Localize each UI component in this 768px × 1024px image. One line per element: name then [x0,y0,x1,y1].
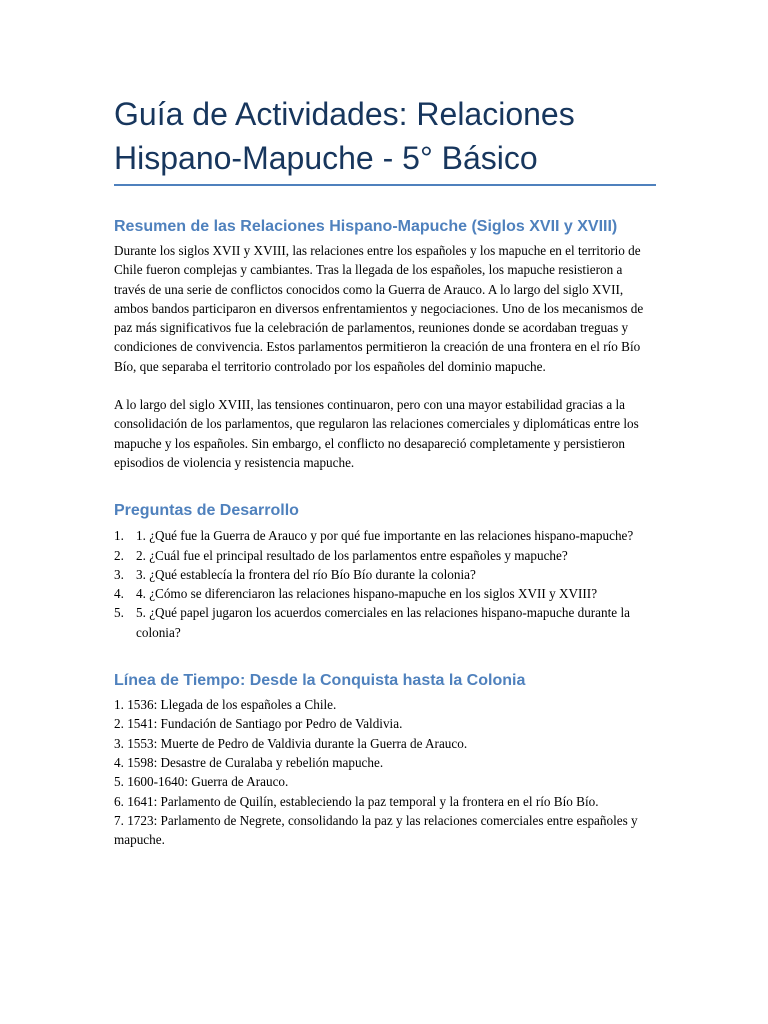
questions-list [114,526,656,642]
question-text: 4. ¿Cómo se diferenciaron las relaciones hispano-mapuche en los siglos XVII y XVIII? [136,586,598,602]
question-number: 3. [114,566,124,582]
timeline-item: 1. 1536: Llegada de los españoles a Chile. [114,697,337,713]
question-item [114,603,656,642]
question-number: 1. [114,528,124,544]
question-number: 4. [114,586,124,602]
timeline-list [114,695,656,849]
timeline-item: 3. 1553: Muerte de Pedro de Valdivia durante la Guerra de Arauco. [114,735,468,751]
question-number: 5. [114,605,124,621]
question-item [114,546,656,565]
question-number: 2. [114,547,124,563]
timeline-item: 7. 1723: Parlamento de Negrete, consolidando la paz y las relaciones comerciales entre españoles y mapuche. [114,812,638,848]
question-text: 3. ¿Qué establecía la frontera del río Bío Bío durante la colonia? [136,566,476,582]
timeline-item: 4. 1598: Desastre de Curalaba y rebelión mapuche. [114,754,384,770]
timeline-item: 6. 1641: Parlamento de Quilín, estableciendo la paz temporal y la frontera en el río Bío Bío. [114,793,599,809]
document-content [114,92,656,849]
timeline-item: 2. 1541: Fundación de Santiago por Pedro de Valdivia. [114,716,403,732]
question-item [114,584,656,603]
timeline-heading: Línea de Tiempo: Desde la Conquista hasta la Colonia [114,672,526,690]
question-item [114,565,656,584]
timeline-item: 5. 1600-1640: Guerra de Arauco. [114,774,289,790]
question-text: 1. ¿Qué fue la Guerra de Arauco y por qué fue importante en las relaciones hispano-mapuche? [136,528,634,544]
questions-heading: Preguntas de Desarrollo [114,502,299,520]
summary-paragraph: A lo largo del siglo XVIII, las tensiones continuaron, pero con una mayor estabilidad gracias a la consolidación de los parlamentos, que regularon las relaciones comerciales y diplomáticas entre los mapuche y los españoles. Sin embargo, el conflicto no desapareció completamente y persistieron episodios de violencia y resistencia mapuche. [114,397,639,470]
question-text: 2. ¿Cuál fue el principal resultado de los parlamentos entre españoles y mapuche? [136,547,568,563]
summary-paragraph: Durante los siglos XVII y XVIII, las relaciones entre los españoles y los mapuche en el territorio de Chile fueron complejas y cambiantes. Tras la llegada de los españoles, los mapuche resistieron a través de una serie de conflictos conocidos como la Guerra de Arauco. A lo largo del siglo XVII, ambos bandos participaron en diversos enfrentamientos y negociaciones. Uno de los mecanismos de paz más significativos fue la celebración de parlamentos, reuniones donde se acordaban treguas y condiciones de convivencia. Estos parlamentos permitieron la creación de una frontera en el río Bío Bío, que separaba el territorio controlado por los españoles del dominio mapuche. [114,243,644,374]
document-title: Guía de Actividades: Relaciones Hispano-Mapuche - 5° Básico [114,92,656,186]
question-text: 5. ¿Qué papel jugaron los acuerdos comerciales en las relaciones hispano-mapuche durante la colonia? [136,605,630,640]
question-item [114,526,656,545]
summary-heading: Resumen de las Relaciones Hispano-Mapuche (Siglos XVII y XVIII) [114,218,618,235]
